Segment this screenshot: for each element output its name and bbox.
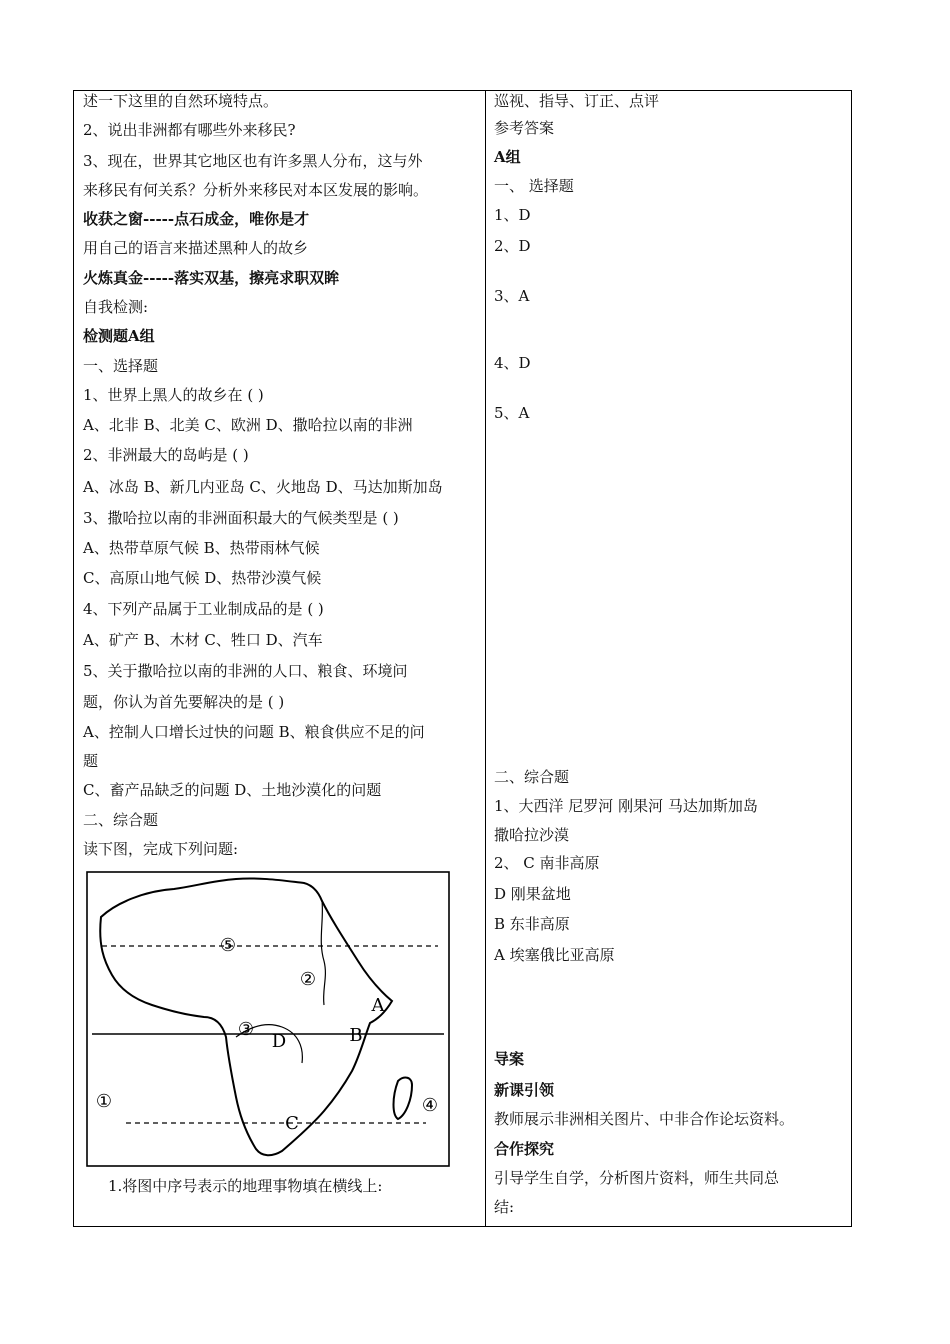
left-line: A、矿产 B、木材 C、牲口 D、汽车	[83, 631, 323, 649]
left-line: 读下图，完成下列问题:	[83, 840, 239, 858]
left-line: A、冰岛 B、新几内亚岛 C、火地岛 D、马达加斯加岛	[83, 478, 443, 496]
left-line: 2、非洲最大的岛屿是 ( )	[83, 446, 249, 464]
right-line: 导案	[494, 1050, 525, 1068]
left-line: A、控制人口增长过快的问题 B、粮食供应不足的问	[83, 723, 425, 741]
left-line: 述一下这里的自然环境特点。	[83, 92, 279, 110]
left-line: 2、说出非洲都有哪些外来移民?	[83, 121, 296, 139]
left-line: 收获之窗-----点石成金，唯你是才	[83, 210, 310, 228]
map-label: ①	[95, 1091, 113, 1112]
right-line: 结:	[494, 1198, 515, 1216]
right-line: 二、综合题	[494, 768, 570, 786]
river-nile	[321, 901, 325, 1005]
right-line: 1、大西洋 尼罗河 刚果河 马达加斯加岛	[494, 797, 758, 815]
right-line: A 埃塞俄比亚高原	[494, 946, 615, 964]
map-frame	[87, 872, 449, 1166]
map-label: D	[271, 1031, 287, 1052]
map-label: ④	[421, 1095, 439, 1116]
map-label: ②	[299, 969, 317, 990]
right-line: 参考答案	[494, 119, 555, 137]
right-line: A组	[494, 148, 521, 166]
right-line: 一、 选择题	[494, 177, 574, 195]
left-line: 3、现在，世界其它地区也有许多黑人分布，这与外	[83, 152, 423, 170]
africa-outline	[100, 878, 392, 1155]
left-line: 来移民有何关系？分析外来移民对本区发展的影响。	[83, 181, 429, 199]
map-caption: 1.将图中序号表示的地理事物填在横线上:	[108, 1177, 383, 1195]
left-line: 3、撒哈拉以南的非洲面积最大的气候类型是 ( )	[83, 509, 399, 527]
left-line: C、畜产品缺乏的问题 D、土地沙漠化的问题	[83, 781, 382, 799]
map-label: ⑤	[219, 935, 237, 956]
left-line: 4、下列产品属于工业制成品的是 ( )	[83, 600, 324, 618]
map-label: C	[285, 1113, 299, 1134]
left-line: 用自己的语言来描述黑种人的故乡	[83, 239, 309, 257]
left-line: 题，你认为首先要解决的是 ( )	[83, 693, 285, 711]
right-line: 教师展示非洲相关图片、中非合作论坛资料。	[494, 1110, 795, 1128]
madagascar-outline	[394, 1078, 413, 1119]
right-line: B 东非高原	[494, 915, 570, 933]
column-divider	[485, 90, 486, 1227]
map-label: A	[371, 995, 385, 1016]
left-line: 检测题A组	[83, 327, 155, 345]
left-line: A、北非 B、北美 C、欧洲 D、撒哈拉以南的非洲	[83, 416, 413, 434]
left-line: 自我检测:	[83, 298, 149, 316]
africa-map	[86, 871, 450, 1167]
map-label: ③	[237, 1019, 255, 1040]
left-line: 5、关于撒哈拉以南的非洲的人口、粮食、环境问	[83, 662, 408, 680]
right-line: 撒哈拉沙漠	[494, 826, 570, 844]
right-line: 合作探究	[494, 1140, 555, 1158]
right-line: 引导学生自学，分析图片资料，师生共同总	[494, 1169, 780, 1187]
right-line: D 刚果盆地	[494, 885, 571, 903]
left-line: A、热带草原气候 B、热带雨林气候	[83, 539, 320, 557]
left-line: 题	[83, 752, 99, 770]
right-line: 4、D	[494, 354, 531, 372]
right-line: 3、A	[494, 287, 530, 305]
left-line: 火炼真金-----落实双基，擦亮求职双眸	[83, 269, 340, 287]
right-line: 5、A	[494, 404, 530, 422]
right-line: 2、 C 南非高原	[494, 854, 600, 872]
left-line: 1、世界上黑人的故乡在 ( )	[83, 386, 264, 404]
right-line: 1、D	[494, 206, 531, 224]
left-line: 一、选择题	[83, 357, 159, 375]
right-line: 新课引领	[494, 1081, 555, 1099]
right-line: 2、D	[494, 237, 531, 255]
left-line: 二、综合题	[83, 811, 159, 829]
right-line: 巡视、指导、订正、点评	[494, 92, 660, 110]
map-label: B	[349, 1025, 363, 1046]
left-line: C、高原山地气候 D、热带沙漠气候	[83, 569, 322, 587]
